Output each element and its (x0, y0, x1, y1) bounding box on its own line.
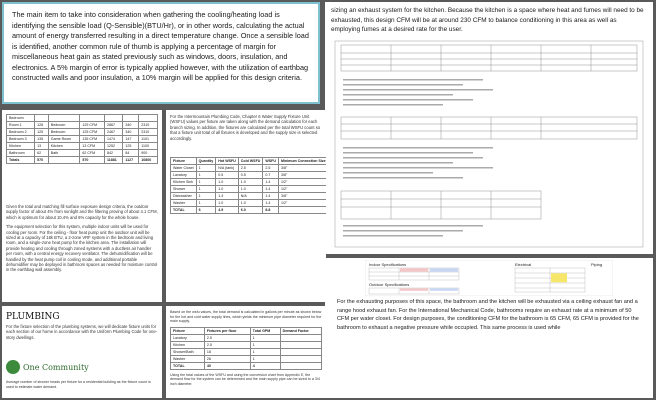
table-cell: 2310 (139, 129, 158, 136)
table-cell: 1 (196, 179, 216, 186)
table-cell: Room 1 (7, 122, 35, 129)
table-cell: 4 (250, 362, 280, 369)
table-cell: Washer (171, 355, 205, 362)
table-row (171, 200, 327, 207)
electrical-title: Electrical (515, 262, 532, 267)
table-cell: Kitchen Sink (171, 179, 197, 186)
table-cell: 1.4 (263, 179, 279, 186)
globe-icon (6, 360, 20, 374)
demand-intro-text: Based on the wsfu values, the total demand is calculated in gallons per minute as shown below for the hot and cold water supply lines, which yields the minimum pipe diameter required for the main supply. (170, 310, 322, 324)
table-cell: 1 (250, 348, 280, 355)
table-cell: 62 CFM (80, 150, 105, 157)
table-cell: 0.5 (238, 172, 263, 179)
table-cell: 147 (123, 136, 139, 143)
table-cell: 13 (35, 143, 49, 150)
table-cell: Bedroom 3 (7, 136, 35, 143)
table-cell: Washer (171, 200, 197, 207)
table-cell: 1.4 (263, 186, 279, 193)
table-row (7, 122, 158, 129)
table-row (7, 143, 158, 150)
sensible-load-paragraph: The main item to take into consideration when gathering the cooling/heating load is identifying the sensible load (Q-Sensible)(BTU/Hr), or in other words, calculating the actual amount of energy transferred resulting in a direct temperature change. Once a sensible load is identified, another common rule of thumb is applying a percentage of margin for miscellaneous heat gain as stated previously such as windows, doors, insulation, and electronics. A 5% margin of error is typically applied however, with the utilization of earthbag constructed walls and poor insulation, a 10% margin will be applied for this design criteria. (12, 10, 309, 82)
table-cell: Bedroom (7, 115, 35, 122)
plumbing-footnote: Average number of shower heads per fixture for a residential building as the fixture count is used to estimate water demand. (6, 380, 151, 389)
table-cell: 1.0 (216, 186, 239, 193)
table-cell: 6 (196, 207, 216, 214)
table-cell: 13 CFM (80, 143, 105, 150)
table-cell: 135 (35, 136, 49, 143)
table-cell: 1252 (104, 143, 122, 150)
demand-footnote: Using the total values of the WSFU and using the conversion chart from Appendix E, the demand flow for the system can be determined and the main supply pipe can be sized to a 3/4 inch diameter. (170, 372, 320, 386)
table-cell: 340 (123, 122, 139, 129)
table-cell: 135 CFM (80, 136, 105, 143)
table-cell: 84 (123, 150, 139, 157)
table-row (7, 136, 158, 143)
table-cell (280, 341, 321, 348)
table-row (171, 179, 327, 186)
table-cell: 1 (196, 200, 216, 207)
document-page-fixture-units (166, 110, 326, 302)
table-cell: 0.5 (216, 172, 239, 179)
table-cell: Totals (7, 157, 35, 164)
table-cell (280, 334, 321, 341)
column-header: Minimum Connection Size (278, 158, 326, 165)
table-cell: 129 CFM (80, 122, 105, 129)
table-cell: 8.8 (263, 207, 279, 214)
table-cell: Bedroom 2 (7, 129, 35, 136)
document-page-exhaust-specs (325, 258, 653, 398)
table-cell: 1100 (139, 143, 158, 150)
table-cell: 1/2" (278, 186, 326, 193)
column-header: WSFU (263, 158, 279, 165)
logo-wordmark: One Community (23, 362, 89, 372)
column-header: Total GPM (250, 327, 280, 334)
table-cell: Kitchen (48, 143, 80, 150)
table-cell: TOTAL (171, 207, 197, 214)
table-cell: Lavatory (171, 172, 197, 179)
table-cell: 3/8" (278, 165, 326, 172)
table-cell: 3/8" (278, 172, 326, 179)
table-cell: Kitchen (7, 143, 35, 150)
table-cell: 125 (35, 129, 49, 136)
table-row (171, 172, 327, 179)
table-row (7, 150, 158, 157)
table-cell (280, 355, 321, 362)
table-cell: N/A (238, 193, 263, 200)
table-cell: Dishwasher (171, 193, 197, 200)
table-cell: 1 (196, 172, 216, 179)
table-cell: 842 (104, 150, 122, 157)
table-cell (48, 157, 80, 164)
table-row (171, 362, 322, 369)
table-cell: 1 (196, 165, 216, 172)
table-cell: 1/2" (278, 179, 326, 186)
column-header: Fixtures per floor (204, 327, 250, 334)
table-cell: 1.4 (263, 193, 279, 200)
table-cell: 1.4 (216, 193, 239, 200)
table-cell: 11881 (104, 157, 122, 164)
column-header: Fixture (171, 327, 205, 334)
load-summary-text: Given the total and matching fill surface exposure design criteria, the outdoor supply factor of about 4% from sunlight and the filtering proving of about 4.1 CFM, which is optimum for about 10.4% and 6% capacity for the whole house. (6, 204, 158, 220)
table-cell: 62 (35, 150, 49, 157)
table-cell: 1.0 (216, 200, 239, 207)
table-cell: 2.5 (204, 341, 250, 348)
column-header: Hot WSFU (216, 158, 239, 165)
document-page-load-table (2, 110, 162, 302)
table-row (171, 348, 322, 355)
table-cell: 2467 (104, 129, 122, 136)
table-cell: 10800 (139, 157, 158, 164)
table-header-row (171, 158, 327, 165)
table-cell: 1127 (123, 157, 139, 164)
table-cell: Game Room (48, 136, 80, 143)
table-cell: 1.0 (238, 186, 263, 193)
column-header: Fixture (171, 158, 197, 165)
table-cell: N/A (tank) (216, 165, 239, 172)
outdoor-spec-title: Outdoor Specifications (369, 282, 410, 287)
table-cell: 1474 (104, 136, 122, 143)
table-cell: Bath (48, 150, 80, 157)
table-row (7, 157, 158, 164)
table-cell: 2.5 (204, 334, 250, 341)
equipment-specification-sheet (365, 260, 613, 296)
indoor-spec-title: Indoor Specifications (369, 262, 407, 267)
column-header: Quantity (196, 158, 216, 165)
table-cell: 1.0 (238, 179, 263, 186)
table-cell: 1 (196, 186, 216, 193)
table-cell: 125 (123, 143, 139, 150)
equipment-selection-text: The equipment selection for this system, multiple indoor units will be used for cooling per room. For the ceiling - floor heat pump unit the outdoor unit will be sized at a capacity of 18k BTU, a 2-zone VRF system in the bedroom and living room, and a single-zone heat pump for the kitchen area. The installation will provide heating and cooling through zoned systems with a ductless air handler per room, with a central energy recovery ventilator. The dehumidification will be handled by the heat pump coil in cooling mode, and additional portable dehumidifier may be deployed in bathroom spaces as needed for moisture control in the earthbag wall assembly. (6, 224, 158, 273)
table-row (171, 193, 327, 200)
piping-title: Piping (591, 262, 603, 267)
table-row (171, 207, 327, 214)
table-cell: 1/2" (278, 200, 326, 207)
column-header: Demand Factor (280, 327, 321, 334)
room-load-table (6, 114, 158, 164)
table-cell: 0.7 (263, 172, 279, 179)
table-cell: Lavatory (171, 334, 205, 341)
table-cell: 2867 (104, 122, 122, 129)
table-cell: 28 (204, 355, 250, 362)
table-cell: 1.0 (238, 200, 263, 207)
table-row (171, 341, 322, 348)
table-row (171, 186, 327, 193)
table-cell: 570 (35, 157, 49, 164)
exhaust-sizing-paragraph: sizing an exhaust system for the kitchen. Because the kitchen is a space where heat and fumes will need to be exhausted, this design CFM will be at around 230 CFM to balance conditioning in this area as well as employing fumes at a desired rate for the user. (331, 7, 644, 33)
plumbing-heading: PLUMBING (6, 312, 60, 322)
fixture-intro-text: For the Intermountain Plumbing Code, Chapter 6 Water Supply Fixture Unit (WSFU) values per fixture are taken along with the demand calculation for each branch sizing. In addition, the fixtures are calculated per the total WSFU count so that a fixture unit total of all fixtures is developed and the supply size is selected accordingly. (170, 114, 321, 141)
table-row (171, 165, 327, 172)
mechanical-schedule-drawing (331, 39, 647, 251)
table-cell: 1.4 (263, 200, 279, 207)
table-cell: Water Closet (171, 165, 197, 172)
table-cell: 1 (196, 193, 216, 200)
table-cell: 1101 (139, 136, 158, 143)
table-cell: 570 (80, 157, 105, 164)
exhaust-purpose-paragraph: For the exhausting purposes of this space, the bathroom and the kitchen will be exhausted via a ceiling exhaust fan and a range hood exhaust fan. For the International Mechanical Code, bathrooms require an exhaust rate at a minimum of 50 CFM per water closet. For design purposes, the conditioning CFM for the bathroom is 65 CFM, 65 CFM is provided for the bathroom to exhaust a negative pressure while occupied. This same process is used while (337, 299, 639, 331)
table-cell: Bathroom (7, 150, 35, 157)
table-cell: 128 (35, 122, 49, 129)
demand-table (170, 327, 322, 370)
table-row (171, 334, 322, 341)
table-header-row (171, 327, 322, 334)
table-cell: Kitchen (171, 341, 205, 348)
table-cell: 2.5 (263, 165, 279, 172)
table-cell: 40 (204, 362, 250, 369)
table-cell: 1.0 (216, 179, 239, 186)
table-cell: Shower/Bath (171, 348, 205, 355)
table-cell: 900 (139, 150, 158, 157)
document-page-exhaust-sizing (325, 2, 653, 254)
table-cell: Shower (171, 186, 197, 193)
one-community-logo (6, 360, 158, 374)
table-cell: TOTAL (171, 362, 205, 369)
table-row (171, 355, 322, 362)
table-row (7, 115, 158, 122)
plumbing-intro-text: For the fixture selection of the plumbing systems, we will dedicate fixture units for each section of our home in accordance with the Uniform Plumbing Code for one-story dwellings. (6, 324, 158, 340)
table-row (7, 129, 158, 136)
table-cell: 18 (204, 348, 250, 355)
table-cell: 1 (250, 341, 280, 348)
document-page-plumbing (2, 306, 162, 398)
table-cell: 4.9 (216, 207, 239, 214)
table-cell: 3/8" (278, 193, 326, 200)
column-header: Cold WSFU (238, 158, 263, 165)
table-cell (280, 362, 321, 369)
table-cell: 1 (250, 334, 280, 341)
document-page-demand (166, 306, 326, 398)
table-cell: 2.5 (238, 165, 263, 172)
table-cell (280, 348, 321, 355)
table-cell: Bedroom (48, 122, 80, 129)
document-page-sensible-load (2, 2, 320, 104)
table-cell: 2310 (139, 122, 158, 129)
table-cell: 6.0 (238, 207, 263, 214)
table-cell: 340 (123, 129, 139, 136)
fixture-unit-table (170, 157, 326, 214)
table-cell: 1 (250, 355, 280, 362)
table-cell: 125 CFM (80, 129, 105, 136)
table-cell (278, 207, 326, 214)
table-cell: Bedroom (48, 129, 80, 136)
